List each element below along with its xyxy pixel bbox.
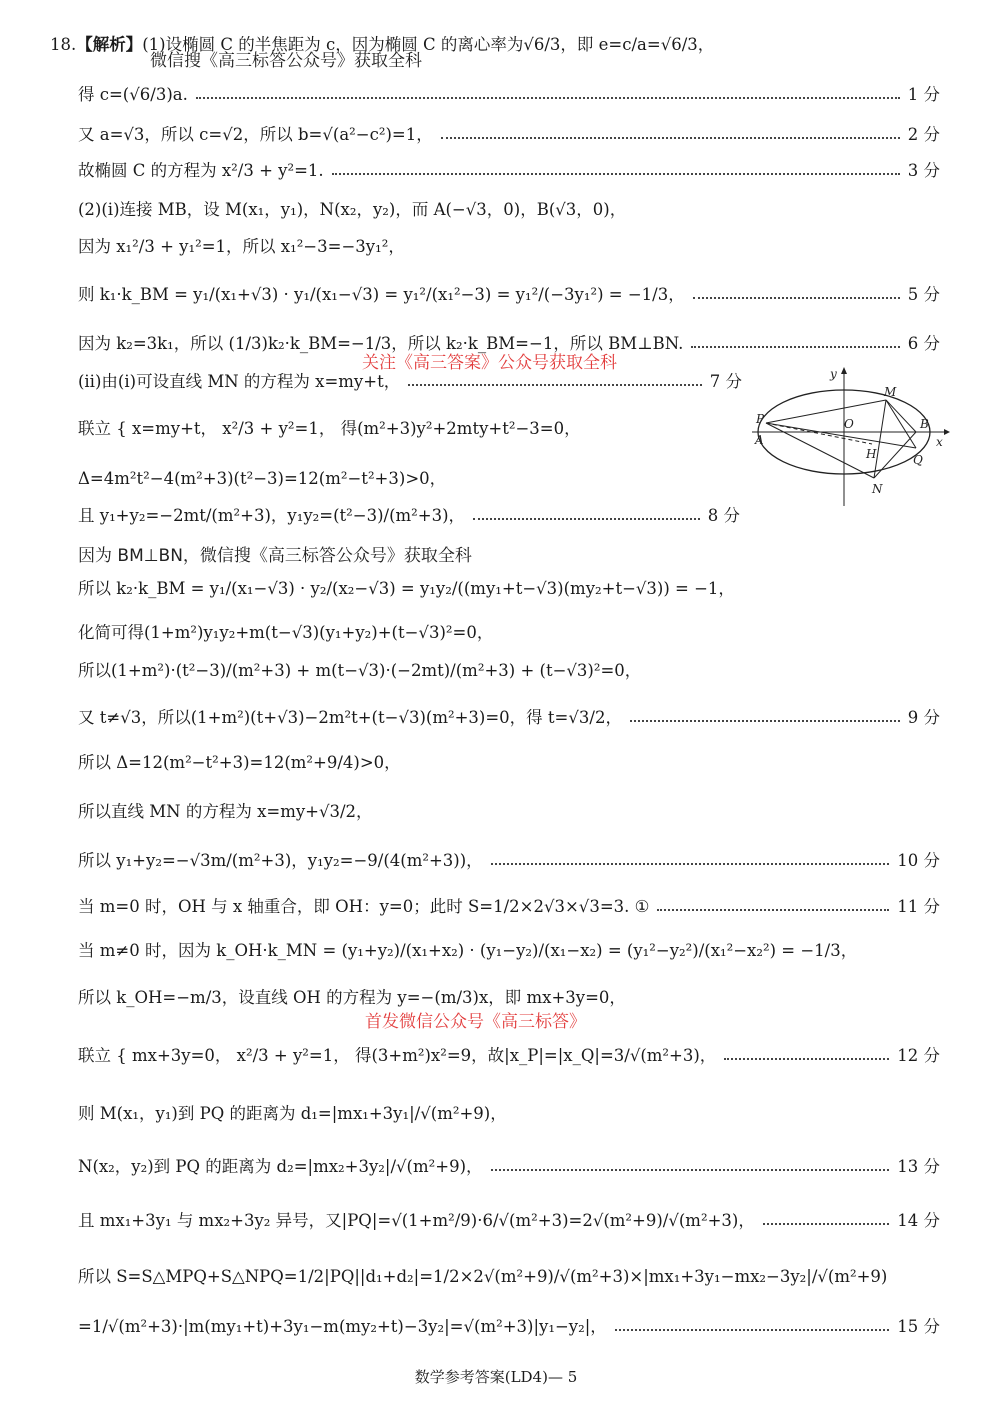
- line-10: Δ=4m²t²−4(m²+3)(t²−3)=12(m²−t²+3)>0，: [78, 469, 447, 488]
- line-21: 所以 k_OH=−m/3，设直线 OH 的方程为 y=−(m/3)x，即 mx+3y=0，: [78, 988, 626, 1007]
- first-line-text: (1)设椭圆 C 的半焦距为 c，因为椭圆 C 的离心率为√6/3，即 e=c/a=√6/3，: [142, 35, 715, 54]
- line-1: 得 c=(√6/3)a. 1 分: [78, 85, 940, 104]
- segment-PN: [766, 423, 874, 478]
- line-7: 因为 k₂=3k₁，所以 (1/3)k₂·k_BM=−1/3，所以 k₂·k_BM=−1，所以 BM⊥BN. 6 分: [78, 334, 940, 353]
- line-13: 化简可得(1+m²)y₁y₂+m(t−√3)(y₁+y₂)+(t−√3)²=0，: [78, 623, 494, 642]
- segment-PM: [766, 400, 886, 423]
- watermark-4: 首发微信公众号《高三标答》: [365, 1012, 586, 1032]
- label-H: H: [866, 447, 877, 461]
- ellipse-figure: [752, 366, 952, 506]
- line-22: 联立 { mx+3y=0， x²/3 + y²=1， 得(3+m²)x²=9，故|x_P|=|x_Q|=3/√(m²+3)， 12 分: [78, 1046, 940, 1065]
- line-9: 联立 { x=my+t， x²/3 + y²=1， 得(m²+3)y²+2mty+t²−3=0，: [78, 419, 581, 438]
- line-25: 且 mx₁+3y₁ 与 mx₂+3y₂ 异号，又|PQ|=√(1+m²/9)·6/√(m²+3)=2√(m²+9)/√(m²+3)， 14 分: [78, 1211, 940, 1230]
- line-4: (2)(ⅰ)连接 MB，设 M(x₁，y₁)，N(x₂，y₂)，而 A(−√3，0)，B(√3，0)，: [78, 200, 627, 219]
- line-26: 所以 S=S△MPQ+S△NPQ=1/2|PQ||d₁+d₂|=1/2×2√(m²+9)/√(m²+3)×|mx₁+3y₁−mx₂−3y₂|/√(m²+9): [78, 1267, 888, 1286]
- line-15: 又 t≠√3，所以(1+m²)(t+√3)−2m²t+(t−√3)(m²+3)=0，得 t=√3/2， 9 分: [78, 708, 940, 727]
- label-M: M: [884, 385, 897, 399]
- line-17: 所以直线 MN 的方程为 x=my+√3/2，: [78, 802, 373, 821]
- segment-PH: [766, 423, 872, 444]
- segment-MB: [886, 400, 916, 432]
- line-2: 又 a=√3，所以 c=√2，所以 b=√(a²−c²)=1， 2 分: [78, 125, 940, 144]
- y-axis-arrow: [841, 367, 847, 374]
- line-24: N(x₂，y₂)到 PQ 的距离为 d₂=|mx₂+3y₂|/√(m²+9)， 13 分: [78, 1157, 940, 1176]
- line-12: 所以 k₂·k_BM = y₁/(x₁−√3) · y₂/(x₂−√3) = y₁y₂/((my₁+t−√3)(my₂+t−√3)) = −1，: [78, 579, 735, 598]
- label-P: P: [756, 412, 765, 426]
- line-6: 则 k₁·k_BM = y₁/(x₁+√3) · y₁/(x₁−√3) = y₁²/(x₁²−3) = y₁²/(−3y₁²) = −1/3， 5 分: [78, 285, 940, 304]
- watermark-3: 因为 BM⊥BN，微信搜《高三标答公众号》获取全科: [78, 546, 472, 566]
- label-x: x: [936, 435, 943, 449]
- x-axis-arrow: [944, 429, 950, 435]
- label-y: y: [830, 367, 837, 381]
- line-23: 则 M(x₁，y₁)到 PQ 的距离为 d₁=|mx₁+3y₁|/√(m²+9)，: [78, 1104, 507, 1123]
- line-18: 所以 y₁+y₂=−√3m/(m²+3)，y₁y₂=−9/(4(m²+3))， 10 分: [78, 851, 940, 870]
- label-B: B: [920, 417, 929, 431]
- question-number: 18.: [50, 35, 77, 54]
- label-Q: Q: [913, 453, 923, 467]
- line-27: =1/√(m²+3)·|m(my₁+t)+3y₁−m(my₂+t)−3y₂|=√(m²+3)|y₁−y₂|， 15 分: [78, 1317, 940, 1336]
- line-20: 当 m≠0 时，因为 k_OH·k_MN = (y₁+y₂)/(x₁+x₂) · (y₁−y₂)/(x₁−x₂) = (y₁²−y₂²)/(x₁²−x₂²) = −1/3，: [78, 941, 858, 960]
- line-14: 所以(1+m²)·(t²−3)/(m²+3) + m(t−√3)·(−2mt)/(m²+3) + (t−√3)²=0，: [78, 661, 642, 680]
- watermark-1: 微信搜《高三标答公众号》获取全科: [150, 51, 422, 71]
- line-8: (ⅱ)由(ⅰ)可设直线 MN 的方程为 x=my+t， 7 分: [78, 372, 742, 391]
- line-3: 故椭圆 C 的方程为 x²/3 + y²=1. 3 分: [78, 161, 940, 180]
- segment-MQ: [886, 400, 916, 448]
- watermark-2: 关注《高三答案》公众号获取全科: [362, 353, 617, 373]
- label-A: A: [755, 433, 764, 447]
- line-19: 当 m=0 时，OH 与 x 轴重合，即 OH：y=0；此时 S=1/2×2√3×√3=3. ① 11 分: [78, 897, 940, 916]
- label-O: O: [844, 417, 854, 431]
- page-footer: 数学参考答案(LD4)— 5: [414, 1368, 578, 1386]
- line-11: 且 y₁+y₂=−2mt/(m²+3)，y₁y₂=(t²−3)/(m²+3)， 8 分: [78, 506, 740, 525]
- analysis-tag: 【解析】: [76, 35, 143, 54]
- line-16: 所以 Δ=12(m²−t²+3)=12(m²+9/4)>0，: [78, 753, 401, 772]
- segment-PQ: [766, 423, 916, 448]
- line-5: 因为 x₁²/3 + y₁²=1，所以 x₁²−3=−3y₁²，: [78, 237, 405, 256]
- label-N: N: [872, 482, 883, 496]
